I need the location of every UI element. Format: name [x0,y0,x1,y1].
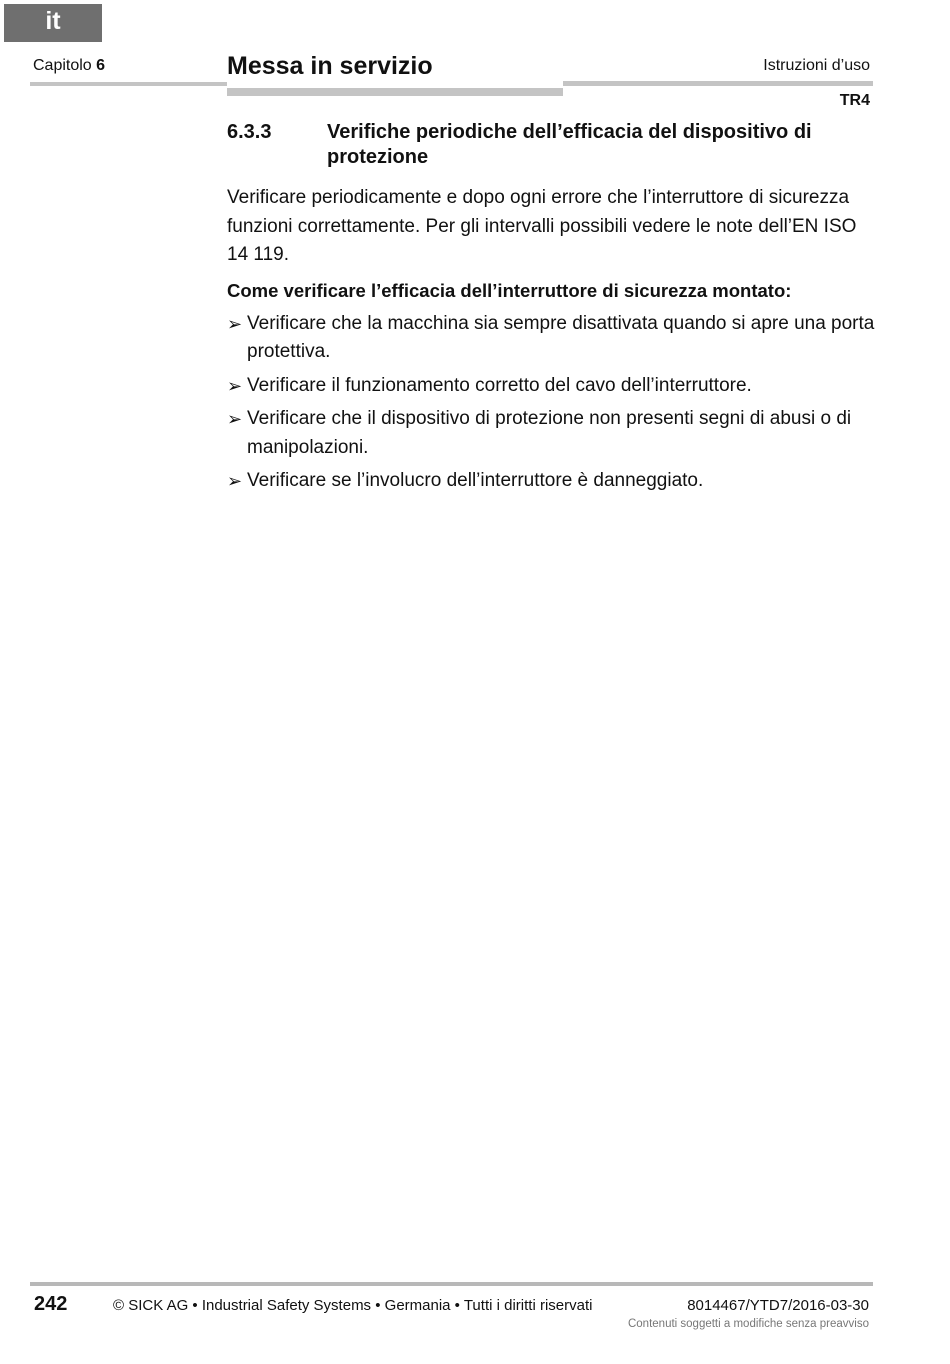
footer-divider [30,1282,873,1286]
header-divider-right [563,81,873,86]
step-text: Verificare il funzionamento corretto del cavo dell’interruttore. [247,374,752,396]
page-title: Messa in servizio [227,52,433,80]
section-heading [227,120,877,170]
disclaimer-text: Contenuti soggetti a modifiche senza preavviso [627,1318,869,1330]
section-number: 6.3.3 [227,121,272,143]
list-item [227,372,877,401]
arrow-bullet-icon: ➢ [227,409,243,429]
list-item [227,467,877,496]
list-item [227,310,877,367]
product-name: TR4 [839,92,870,109]
copyright-notice: © SICK AG • Industrial Safety Systems • Germania • Tutti i diritti riservati [113,1297,593,1314]
chapter-number: 6 [96,57,106,74]
header-divider-title [227,88,563,96]
intro-paragraph: Verificare periodicamente e dopo ogni errore che l’interruttore di sicurezza funzioni correttamente. Per gli intervalli possibili vedere le note dell’EN ISO 14 119. [227,187,857,265]
arrow-bullet-icon: ➢ [227,375,243,396]
document-type: Istruzioni d’uso [763,57,870,74]
step-text: Verificare se l’involucro dell’interruttore è danneggiato. [247,470,704,491]
procedure-steps [227,310,877,496]
arrow-bullet-icon: ➢ [227,471,243,491]
step-text: Verificare che il dispositivo di protezione non presenti segni di abusi o di manipolazioni. [247,408,852,458]
section-title: Verifiche periodiche dell’efficacia del dispositivo di protezione [327,121,812,168]
step-text: Verificare che la macchina sia sempre disattivata quando si apre una porta protettiva. [247,312,875,362]
page-number: 242 [34,1293,68,1315]
list-item [227,405,877,462]
main-content [227,120,877,501]
procedure-heading: Come verificare l’efficacia dell’interruttore di sicurezza montato: [227,279,792,301]
chapter-label: Capitolo [33,57,92,74]
chapter-indicator [33,57,105,75]
arrow-bullet-icon: ➢ [227,313,243,334]
header-divider-left [30,82,227,86]
document-number: 8014467/YTD7/2016-03-30 [687,1297,869,1314]
language-tab: it [4,4,102,42]
